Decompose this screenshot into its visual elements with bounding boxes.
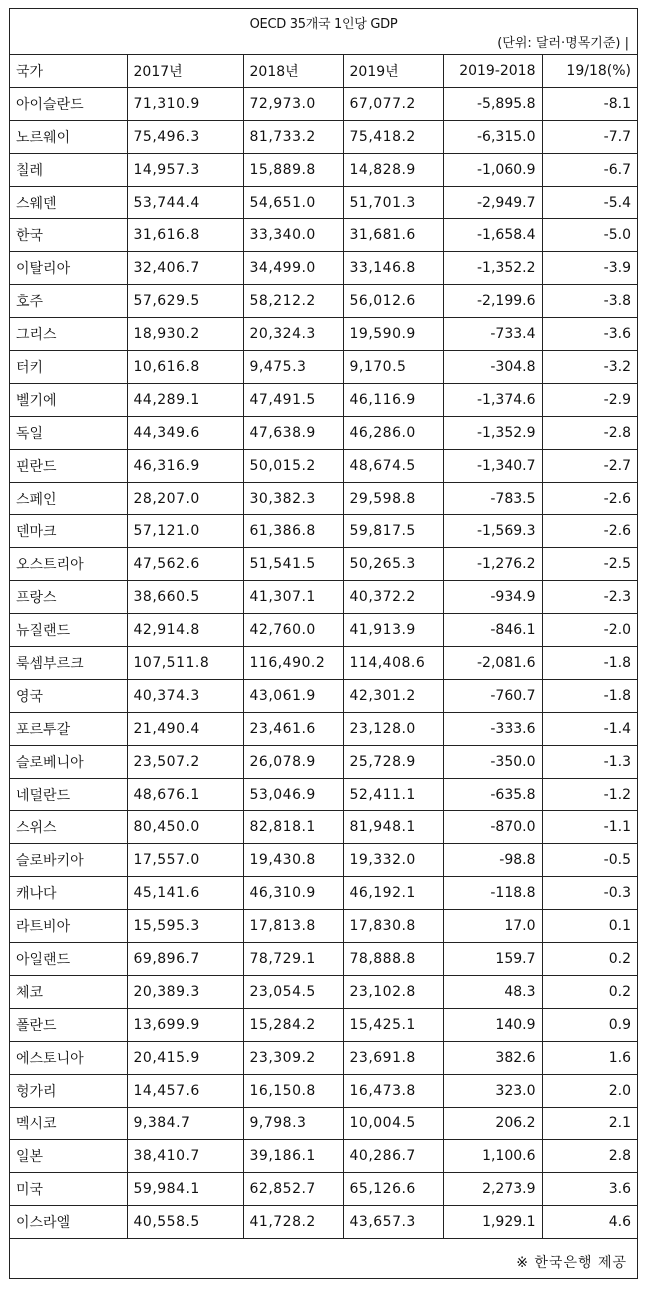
value-2019-cell: 14,828.9 [343, 153, 443, 186]
value-2019-cell: 40,286.7 [343, 1140, 443, 1173]
table-row [10, 482, 637, 515]
value-2017-cell: 31,616.8 [127, 219, 243, 252]
value-2017-cell: 40,374.3 [127, 679, 243, 712]
value-2018-cell: 23,309.2 [243, 1041, 343, 1074]
table-row [10, 679, 637, 712]
table-row [10, 910, 637, 943]
value-2017-cell: 57,629.5 [127, 285, 243, 318]
country-cell: 미국 [10, 1173, 127, 1206]
country-cell: 이스라엘 [10, 1206, 127, 1239]
pct-cell: -2.5 [542, 548, 637, 581]
value-2017-cell: 48,676.1 [127, 778, 243, 811]
diff-cell: -1,569.3 [443, 515, 542, 548]
diff-cell: -1,352.9 [443, 416, 542, 449]
value-2019-cell: 59,817.5 [343, 515, 443, 548]
pct-cell: 4.6 [542, 1206, 637, 1239]
value-2019-cell: 46,192.1 [343, 877, 443, 910]
pct-cell: -7.7 [542, 120, 637, 153]
value-2018-cell: 23,054.5 [243, 975, 343, 1008]
value-2019-cell: 40,372.2 [343, 581, 443, 614]
diff-cell: 382.6 [443, 1041, 542, 1074]
table-row [10, 1008, 637, 1041]
value-2017-cell: 44,289.1 [127, 383, 243, 416]
table-title: OECD 35개국 1인당 GDP [249, 17, 398, 32]
table-row [10, 712, 637, 745]
value-2019-cell: 46,286.0 [343, 416, 443, 449]
diff-cell: -2,199.6 [443, 285, 542, 318]
table-row [10, 515, 637, 548]
country-cell: 오스트리아 [10, 548, 127, 581]
value-2017-cell: 18,930.2 [127, 318, 243, 351]
country-cell: 이탈리아 [10, 252, 127, 285]
country-cell: 한국 [10, 219, 127, 252]
country-cell: 아이슬란드 [10, 87, 127, 120]
country-cell: 노르웨이 [10, 120, 127, 153]
country-cell: 스위스 [10, 811, 127, 844]
value-2019-cell: 46,116.9 [343, 383, 443, 416]
country-cell: 멕시코 [10, 1107, 127, 1140]
value-2019-cell: 43,657.3 [343, 1206, 443, 1239]
value-2017-cell: 45,141.6 [127, 877, 243, 910]
value-2017-cell: 53,744.4 [127, 186, 243, 219]
value-2019-cell: 9,170.5 [343, 351, 443, 384]
value-2018-cell: 41,728.2 [243, 1206, 343, 1239]
table-row [10, 351, 637, 384]
value-2018-cell: 116,490.2 [243, 647, 343, 680]
pct-cell: -2.6 [542, 482, 637, 515]
pct-cell: -2.3 [542, 581, 637, 614]
value-2018-cell: 15,889.8 [243, 153, 343, 186]
diff-cell: -1,276.2 [443, 548, 542, 581]
value-2019-cell: 52,411.1 [343, 778, 443, 811]
country-cell: 뉴질랜드 [10, 614, 127, 647]
value-2018-cell: 54,651.0 [243, 186, 343, 219]
value-2017-cell: 20,389.3 [127, 975, 243, 1008]
pct-cell: -3.8 [542, 285, 637, 318]
value-2018-cell: 81,733.2 [243, 120, 343, 153]
diff-cell: 323.0 [443, 1074, 542, 1107]
header-2017: 2017년 [127, 55, 243, 88]
diff-cell: -6,315.0 [443, 120, 542, 153]
table-row [10, 1140, 637, 1173]
country-cell: 독일 [10, 416, 127, 449]
pct-cell: -3.2 [542, 351, 637, 384]
value-2018-cell: 23,461.6 [243, 712, 343, 745]
pct-cell: -5.4 [542, 186, 637, 219]
value-2018-cell: 42,760.0 [243, 614, 343, 647]
value-2017-cell: 21,490.4 [127, 712, 243, 745]
value-2018-cell: 58,212.2 [243, 285, 343, 318]
value-2018-cell: 51,541.5 [243, 548, 343, 581]
value-2019-cell: 78,888.8 [343, 943, 443, 976]
country-cell: 포르투갈 [10, 712, 127, 745]
diff-cell: -783.5 [443, 482, 542, 515]
pct-cell: -2.0 [542, 614, 637, 647]
value-2018-cell: 16,150.8 [243, 1074, 343, 1107]
value-2019-cell: 25,728.9 [343, 745, 443, 778]
table-row [10, 647, 637, 680]
value-2018-cell: 33,340.0 [243, 219, 343, 252]
country-cell: 슬로바키아 [10, 844, 127, 877]
pct-cell: -6.7 [542, 153, 637, 186]
value-2017-cell: 42,914.8 [127, 614, 243, 647]
value-2017-cell: 15,595.3 [127, 910, 243, 943]
value-2018-cell: 62,852.7 [243, 1173, 343, 1206]
pct-cell: 0.2 [542, 943, 637, 976]
country-cell: 체코 [10, 975, 127, 1008]
value-2019-cell: 17,830.8 [343, 910, 443, 943]
pct-cell: -5.0 [542, 219, 637, 252]
value-2018-cell: 46,310.9 [243, 877, 343, 910]
pct-cell: -0.5 [542, 844, 637, 877]
pct-cell: 3.6 [542, 1173, 637, 1206]
pct-cell: -1.8 [542, 647, 637, 680]
country-cell: 핀란드 [10, 449, 127, 482]
table-row [10, 844, 637, 877]
diff-cell: 1,929.1 [443, 1206, 542, 1239]
header-pct: 19/18(%) [542, 55, 637, 88]
value-2018-cell: 9,798.3 [243, 1107, 343, 1140]
value-2019-cell: 23,128.0 [343, 712, 443, 745]
value-2019-cell: 65,126.6 [343, 1173, 443, 1206]
table-row [10, 120, 637, 153]
country-cell: 슬로베니아 [10, 745, 127, 778]
country-cell: 덴마크 [10, 515, 127, 548]
diff-cell: 1,100.6 [443, 1140, 542, 1173]
value-2017-cell: 69,896.7 [127, 943, 243, 976]
header-diff: 2019-2018 [443, 55, 542, 88]
table-row [10, 975, 637, 1008]
table-row [10, 811, 637, 844]
value-2017-cell: 71,310.9 [127, 87, 243, 120]
value-2019-cell: 15,425.1 [343, 1008, 443, 1041]
table-row [10, 943, 637, 976]
value-2019-cell: 42,301.2 [343, 679, 443, 712]
value-2018-cell: 26,078.9 [243, 745, 343, 778]
value-2017-cell: 80,450.0 [127, 811, 243, 844]
country-cell: 라트비아 [10, 910, 127, 943]
value-2017-cell: 47,562.6 [127, 548, 243, 581]
diff-cell: -870.0 [443, 811, 542, 844]
diff-cell: -2,949.7 [443, 186, 542, 219]
diff-cell: -98.8 [443, 844, 542, 877]
value-2019-cell: 19,332.0 [343, 844, 443, 877]
country-cell: 에스토니아 [10, 1041, 127, 1074]
header-row [10, 55, 637, 88]
country-cell: 프랑스 [10, 581, 127, 614]
diff-cell: -635.8 [443, 778, 542, 811]
diff-cell: -1,340.7 [443, 449, 542, 482]
pct-cell: 0.9 [542, 1008, 637, 1041]
header-2019: 2019년 [343, 55, 443, 88]
value-2017-cell: 57,121.0 [127, 515, 243, 548]
pct-cell: -1.2 [542, 778, 637, 811]
country-cell: 스페인 [10, 482, 127, 515]
value-2019-cell: 31,681.6 [343, 219, 443, 252]
pct-cell: -1.8 [542, 679, 637, 712]
value-2019-cell: 114,408.6 [343, 647, 443, 680]
value-2018-cell: 20,324.3 [243, 318, 343, 351]
table-row [10, 285, 637, 318]
pct-cell: -1.1 [542, 811, 637, 844]
value-2018-cell: 30,382.3 [243, 482, 343, 515]
table-row [10, 318, 637, 351]
value-2017-cell: 14,957.3 [127, 153, 243, 186]
diff-cell: 2,273.9 [443, 1173, 542, 1206]
value-2018-cell: 78,729.1 [243, 943, 343, 976]
pct-cell: -1.4 [542, 712, 637, 745]
country-cell: 벨기에 [10, 383, 127, 416]
pct-cell: 0.1 [542, 910, 637, 943]
value-2017-cell: 107,511.8 [127, 647, 243, 680]
table-row [10, 614, 637, 647]
table-row [10, 87, 637, 120]
value-2019-cell: 48,674.5 [343, 449, 443, 482]
table-row [10, 1074, 637, 1107]
value-2017-cell: 13,699.9 [127, 1008, 243, 1041]
header-country: 국가 [10, 55, 127, 88]
value-2017-cell: 23,507.2 [127, 745, 243, 778]
value-2018-cell: 39,186.1 [243, 1140, 343, 1173]
value-2017-cell: 75,496.3 [127, 120, 243, 153]
table-row [10, 1041, 637, 1074]
value-2019-cell: 23,691.8 [343, 1041, 443, 1074]
diff-cell: -1,352.2 [443, 252, 542, 285]
value-2018-cell: 72,973.0 [243, 87, 343, 120]
value-2018-cell: 41,307.1 [243, 581, 343, 614]
diff-cell: 206.2 [443, 1107, 542, 1140]
pct-cell: 0.2 [542, 975, 637, 1008]
gdp-table [10, 54, 637, 1239]
country-cell: 네덜란드 [10, 778, 127, 811]
country-cell: 캐나다 [10, 877, 127, 910]
table-row [10, 252, 637, 285]
table-row [10, 745, 637, 778]
pct-cell: -1.3 [542, 745, 637, 778]
value-2019-cell: 10,004.5 [343, 1107, 443, 1140]
pct-cell: 2.1 [542, 1107, 637, 1140]
country-cell: 폴란드 [10, 1008, 127, 1041]
diff-cell: -846.1 [443, 614, 542, 647]
pct-cell: -3.9 [542, 252, 637, 285]
value-2018-cell: 19,430.8 [243, 844, 343, 877]
value-2018-cell: 9,475.3 [243, 351, 343, 384]
value-2019-cell: 41,913.9 [343, 614, 443, 647]
value-2018-cell: 82,818.1 [243, 811, 343, 844]
value-2018-cell: 43,061.9 [243, 679, 343, 712]
diff-cell: -350.0 [443, 745, 542, 778]
country-cell: 스웨덴 [10, 186, 127, 219]
value-2017-cell: 44,349.6 [127, 416, 243, 449]
table-row [10, 1173, 637, 1206]
value-2019-cell: 19,590.9 [343, 318, 443, 351]
value-2018-cell: 47,638.9 [243, 416, 343, 449]
diff-cell: -333.6 [443, 712, 542, 745]
table-row [10, 1107, 637, 1140]
pct-cell: -0.3 [542, 877, 637, 910]
diff-cell: -733.4 [443, 318, 542, 351]
value-2019-cell: 50,265.3 [343, 548, 443, 581]
value-2017-cell: 40,558.5 [127, 1206, 243, 1239]
country-cell: 터키 [10, 351, 127, 384]
table-row [10, 1206, 637, 1239]
value-2019-cell: 67,077.2 [343, 87, 443, 120]
country-cell: 영국 [10, 679, 127, 712]
diff-cell: -5,895.8 [443, 87, 542, 120]
pct-cell: -2.6 [542, 515, 637, 548]
table-row [10, 778, 637, 811]
country-cell: 일본 [10, 1140, 127, 1173]
pct-cell: -8.1 [542, 87, 637, 120]
value-2019-cell: 56,012.6 [343, 285, 443, 318]
pct-cell: 1.6 [542, 1041, 637, 1074]
table-row [10, 186, 637, 219]
value-2017-cell: 32,406.7 [127, 252, 243, 285]
value-2018-cell: 34,499.0 [243, 252, 343, 285]
table-frame [9, 8, 638, 1279]
table-row [10, 416, 637, 449]
value-2017-cell: 38,660.5 [127, 581, 243, 614]
diff-cell: 140.9 [443, 1008, 542, 1041]
table-row [10, 581, 637, 614]
value-2018-cell: 17,813.8 [243, 910, 343, 943]
pct-cell: 2.0 [542, 1074, 637, 1107]
table-title-area [10, 9, 637, 54]
diff-cell: 17.0 [443, 910, 542, 943]
value-2018-cell: 15,284.2 [243, 1008, 343, 1041]
pct-cell: -3.6 [542, 318, 637, 351]
value-2017-cell: 14,457.6 [127, 1074, 243, 1107]
country-cell: 헝가리 [10, 1074, 127, 1107]
value-2017-cell: 59,984.1 [127, 1173, 243, 1206]
diff-cell: -1,060.9 [443, 153, 542, 186]
value-2018-cell: 47,491.5 [243, 383, 343, 416]
diff-cell: -760.7 [443, 679, 542, 712]
value-2019-cell: 23,102.8 [343, 975, 443, 1008]
pct-cell: -2.9 [542, 383, 637, 416]
diff-cell: 48.3 [443, 975, 542, 1008]
country-cell: 호주 [10, 285, 127, 318]
unit-note: (단위: 달러·명목기준) | [497, 36, 629, 51]
diff-cell: -1,658.4 [443, 219, 542, 252]
value-2019-cell: 51,701.3 [343, 186, 443, 219]
value-2017-cell: 28,207.0 [127, 482, 243, 515]
source-note: ※ 한국은행 제공 [516, 1255, 627, 1271]
country-cell: 칠레 [10, 153, 127, 186]
pct-cell: -2.7 [542, 449, 637, 482]
diff-cell: -304.8 [443, 351, 542, 384]
diff-cell: -1,374.6 [443, 383, 542, 416]
value-2017-cell: 10,616.8 [127, 351, 243, 384]
value-2017-cell: 20,415.9 [127, 1041, 243, 1074]
value-2017-cell: 38,410.7 [127, 1140, 243, 1173]
diff-cell: 159.7 [443, 943, 542, 976]
value-2018-cell: 53,046.9 [243, 778, 343, 811]
value-2019-cell: 81,948.1 [343, 811, 443, 844]
diff-cell: -2,081.6 [443, 647, 542, 680]
table-row [10, 449, 637, 482]
value-2018-cell: 50,015.2 [243, 449, 343, 482]
value-2017-cell: 46,316.9 [127, 449, 243, 482]
value-2018-cell: 61,386.8 [243, 515, 343, 548]
table-row [10, 877, 637, 910]
table-row [10, 219, 637, 252]
table-row [10, 153, 637, 186]
pct-cell: -2.8 [542, 416, 637, 449]
value-2017-cell: 17,557.0 [127, 844, 243, 877]
diff-cell: -118.8 [443, 877, 542, 910]
header-2018: 2018년 [243, 55, 343, 88]
table-row [10, 383, 637, 416]
country-cell: 아일랜드 [10, 943, 127, 976]
value-2019-cell: 33,146.8 [343, 252, 443, 285]
value-2019-cell: 29,598.8 [343, 482, 443, 515]
diff-cell: -934.9 [443, 581, 542, 614]
country-cell: 그리스 [10, 318, 127, 351]
value-2019-cell: 16,473.8 [343, 1074, 443, 1107]
table-row [10, 548, 637, 581]
country-cell: 룩셈부르크 [10, 647, 127, 680]
pct-cell: 2.8 [542, 1140, 637, 1173]
value-2019-cell: 75,418.2 [343, 120, 443, 153]
value-2017-cell: 9,384.7 [127, 1107, 243, 1140]
